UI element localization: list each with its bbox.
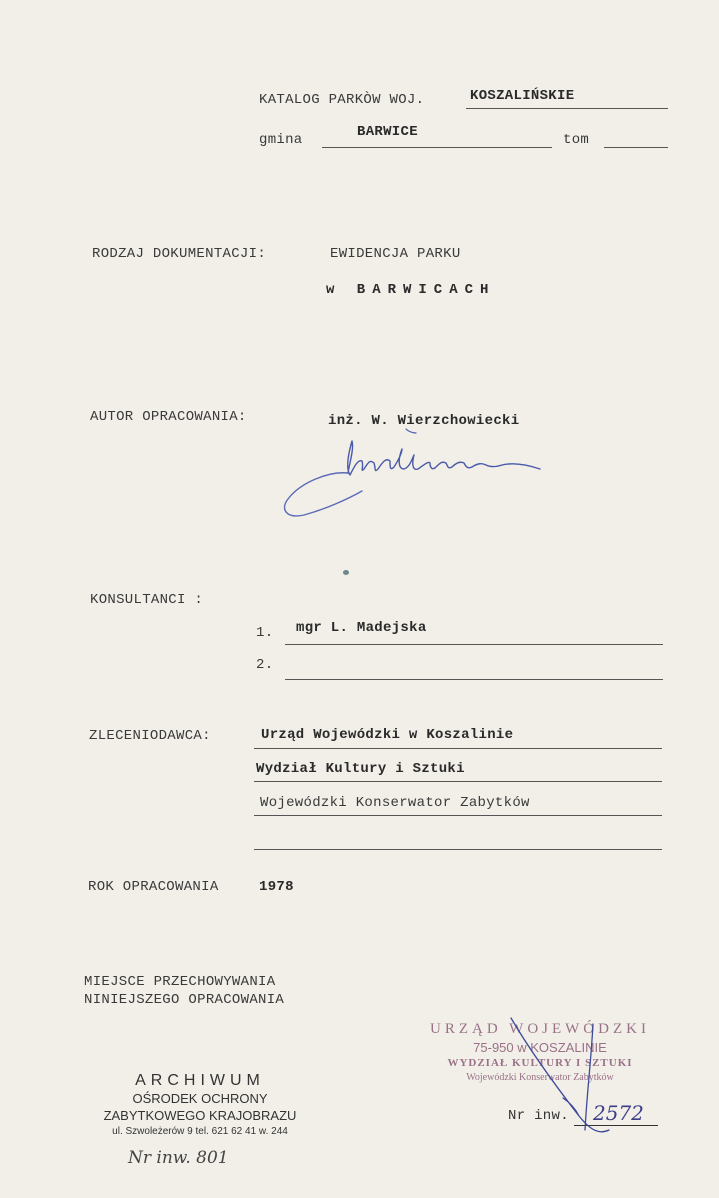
gmina-underline bbox=[322, 147, 552, 148]
office-stamp-line-3: WYDZIAŁ KULTURY I SZTUKI bbox=[447, 1057, 633, 1069]
client-line-1-underline bbox=[254, 748, 662, 749]
office-stamp-line-1: URZĄD WOJEWÓDZKI bbox=[430, 1021, 650, 1037]
client-line-2-underline bbox=[254, 781, 662, 782]
archive-inventory-handwritten: Nr inw. 801 bbox=[128, 1148, 229, 1168]
archive-stamp-title: ARCHIWUM bbox=[135, 1072, 265, 1089]
catalog-value: KOSZALIŃSKIE bbox=[470, 88, 575, 104]
office-stamp-pen-stroke bbox=[505, 1012, 625, 1142]
client-label: ZLECENIODAWCA: bbox=[89, 728, 211, 744]
archive-stamp-line-2: OŚRODEK OCHRONY bbox=[132, 1091, 268, 1106]
gmina-label: gmina bbox=[259, 132, 303, 148]
documentation-line2: w BARWICACH bbox=[326, 282, 496, 298]
tom-label: tom bbox=[563, 132, 590, 148]
ink-spot bbox=[343, 570, 349, 575]
client-line-2: Wydział Kultury i Sztuki bbox=[256, 761, 465, 777]
author-signature bbox=[278, 425, 558, 525]
tom-underline bbox=[604, 147, 668, 148]
archive-stamp bbox=[90, 1072, 310, 1140]
office-stamp-line-2: 75-950 w KOSZALINIE bbox=[473, 1040, 607, 1055]
documentation-label: RODZAJ DOKUMENTACJI: bbox=[92, 246, 267, 262]
archive-stamp-line-3: ZABYTKOWEGO KRAJOBRAZU bbox=[103, 1108, 297, 1123]
client-line-3: Wojewódzki Konserwator Zabytków bbox=[260, 795, 530, 811]
catalog-label: KATALOG PARKÒW WOJ. bbox=[259, 92, 425, 108]
consultants-label: KONSULTANCI : bbox=[90, 592, 204, 608]
author-label: AUTOR OPRACOWANIA: bbox=[90, 409, 247, 425]
client-line-1: Urząd Wojewódzki w Koszalinie bbox=[261, 727, 514, 743]
year-value: 1978 bbox=[259, 879, 294, 895]
storage-line-2: NINIEJSZEGO OPRACOWANIA bbox=[84, 992, 285, 1008]
consultant-1-name: mgr L. Madejska bbox=[296, 620, 427, 636]
office-stamp-line-4: Wojewódzki Konserwator Zabytków bbox=[466, 1072, 614, 1083]
client-line-4-underline bbox=[254, 849, 662, 850]
office-inventory-label: Nr inw. bbox=[508, 1108, 569, 1124]
author-name: inż. W. Wierzchowiecki bbox=[328, 413, 520, 429]
consultant-2-underline bbox=[285, 679, 663, 680]
storage-line-1: MIEJSCE PRZECHOWYWANIA bbox=[84, 974, 276, 990]
client-line-3-underline bbox=[254, 815, 662, 816]
consultant-1-number: 1. bbox=[256, 625, 274, 641]
consultant-1-underline bbox=[285, 644, 663, 645]
consultant-2-number: 2. bbox=[256, 657, 274, 673]
archive-stamp-address: ul. Szwoleżerów 9 tel. 621 62 41 w. 244 bbox=[112, 1126, 288, 1137]
catalog-underline bbox=[466, 108, 668, 109]
documentation-line1: EWIDENCJA PARKU bbox=[330, 246, 461, 262]
gmina-value: BARWICE bbox=[357, 124, 418, 140]
year-label: ROK OPRACOWANIA bbox=[88, 879, 219, 895]
office-inventory-value: 2572 bbox=[593, 1101, 644, 1125]
